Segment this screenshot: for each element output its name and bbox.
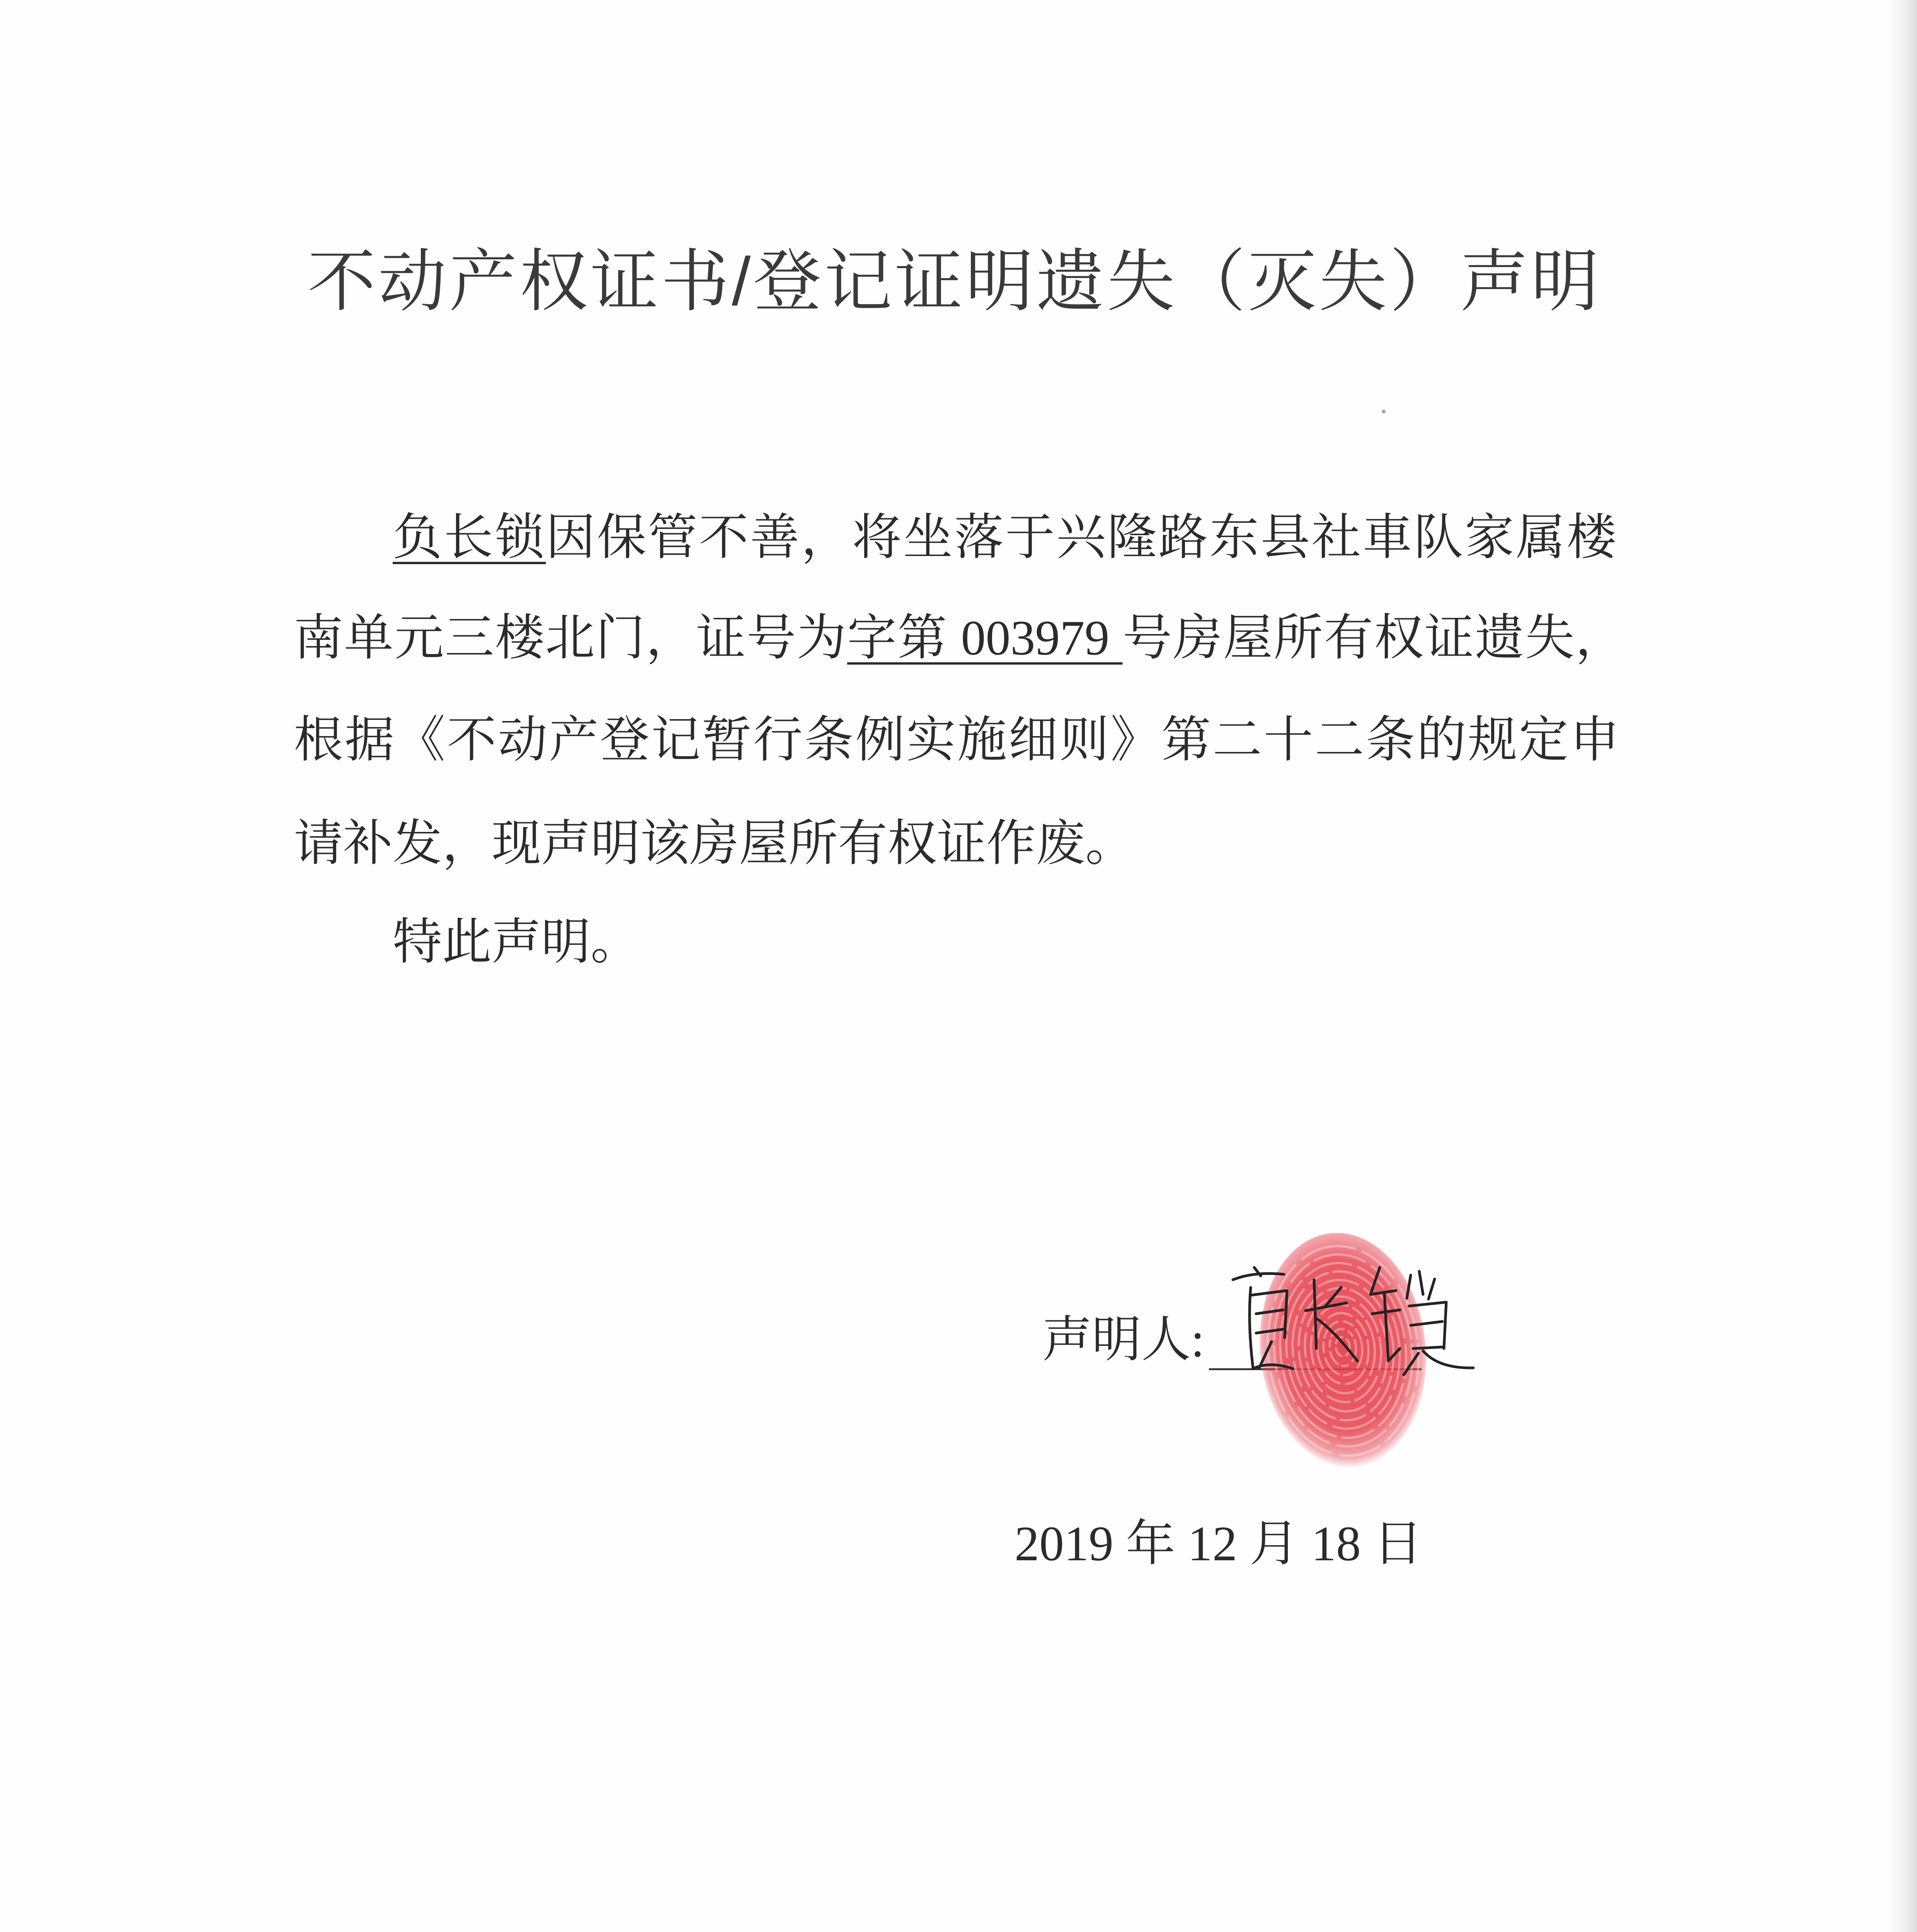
signature-stroke xyxy=(1384,1294,1400,1361)
body-line-4: 请补发，现声明该房屋所有权证作废。 xyxy=(294,816,1135,871)
scan-speck xyxy=(1382,410,1386,413)
declarant-name: 负长锁 xyxy=(393,510,546,565)
signature-stroke xyxy=(1419,1271,1423,1294)
closing-statement: 特此声明。 xyxy=(393,915,640,969)
signature-stroke xyxy=(1407,1275,1411,1298)
scan-edge-shadow xyxy=(1886,0,1917,1932)
body-line-2-text-before: 南单元三楼北门，证号为 xyxy=(294,611,847,665)
signature-stroke xyxy=(1256,1310,1283,1314)
certificate-number: 字第 003979 xyxy=(847,611,1123,665)
body-line-2-text-after: 号房屋所有权证遗失， xyxy=(1122,611,1625,665)
signature-stroke xyxy=(1411,1321,1442,1325)
signature-stroke xyxy=(1423,1351,1473,1368)
signature-stroke xyxy=(1314,1280,1316,1349)
body-line-2 xyxy=(294,613,1625,663)
signature-stroke xyxy=(1413,1347,1442,1349)
body-line-1-text: 因保管不善，将坐落于兴隆路东县社車队家属楼 xyxy=(546,510,1616,565)
declaration-date: 2019 年 12 月 18 日 xyxy=(1015,1516,1423,1571)
signature-stroke xyxy=(1428,1279,1435,1299)
signature-stroke xyxy=(1316,1318,1357,1361)
signature-stroke xyxy=(1250,1287,1253,1368)
handwritten-signature xyxy=(1217,1252,1480,1383)
body-line-3: 根据《不动产登记暂行条例实施细则》第二十二条的规定申 xyxy=(294,713,1619,767)
document-title: 不动产权证书/登记证明遗失（灭失）声明 xyxy=(308,244,1599,320)
body-line-1 xyxy=(393,510,1616,565)
declarant-label: 声明人: xyxy=(1042,1312,1205,1367)
signature-stroke xyxy=(1256,1329,1283,1333)
signature-stroke xyxy=(1371,1267,1396,1294)
signature-stroke xyxy=(1404,1353,1418,1375)
